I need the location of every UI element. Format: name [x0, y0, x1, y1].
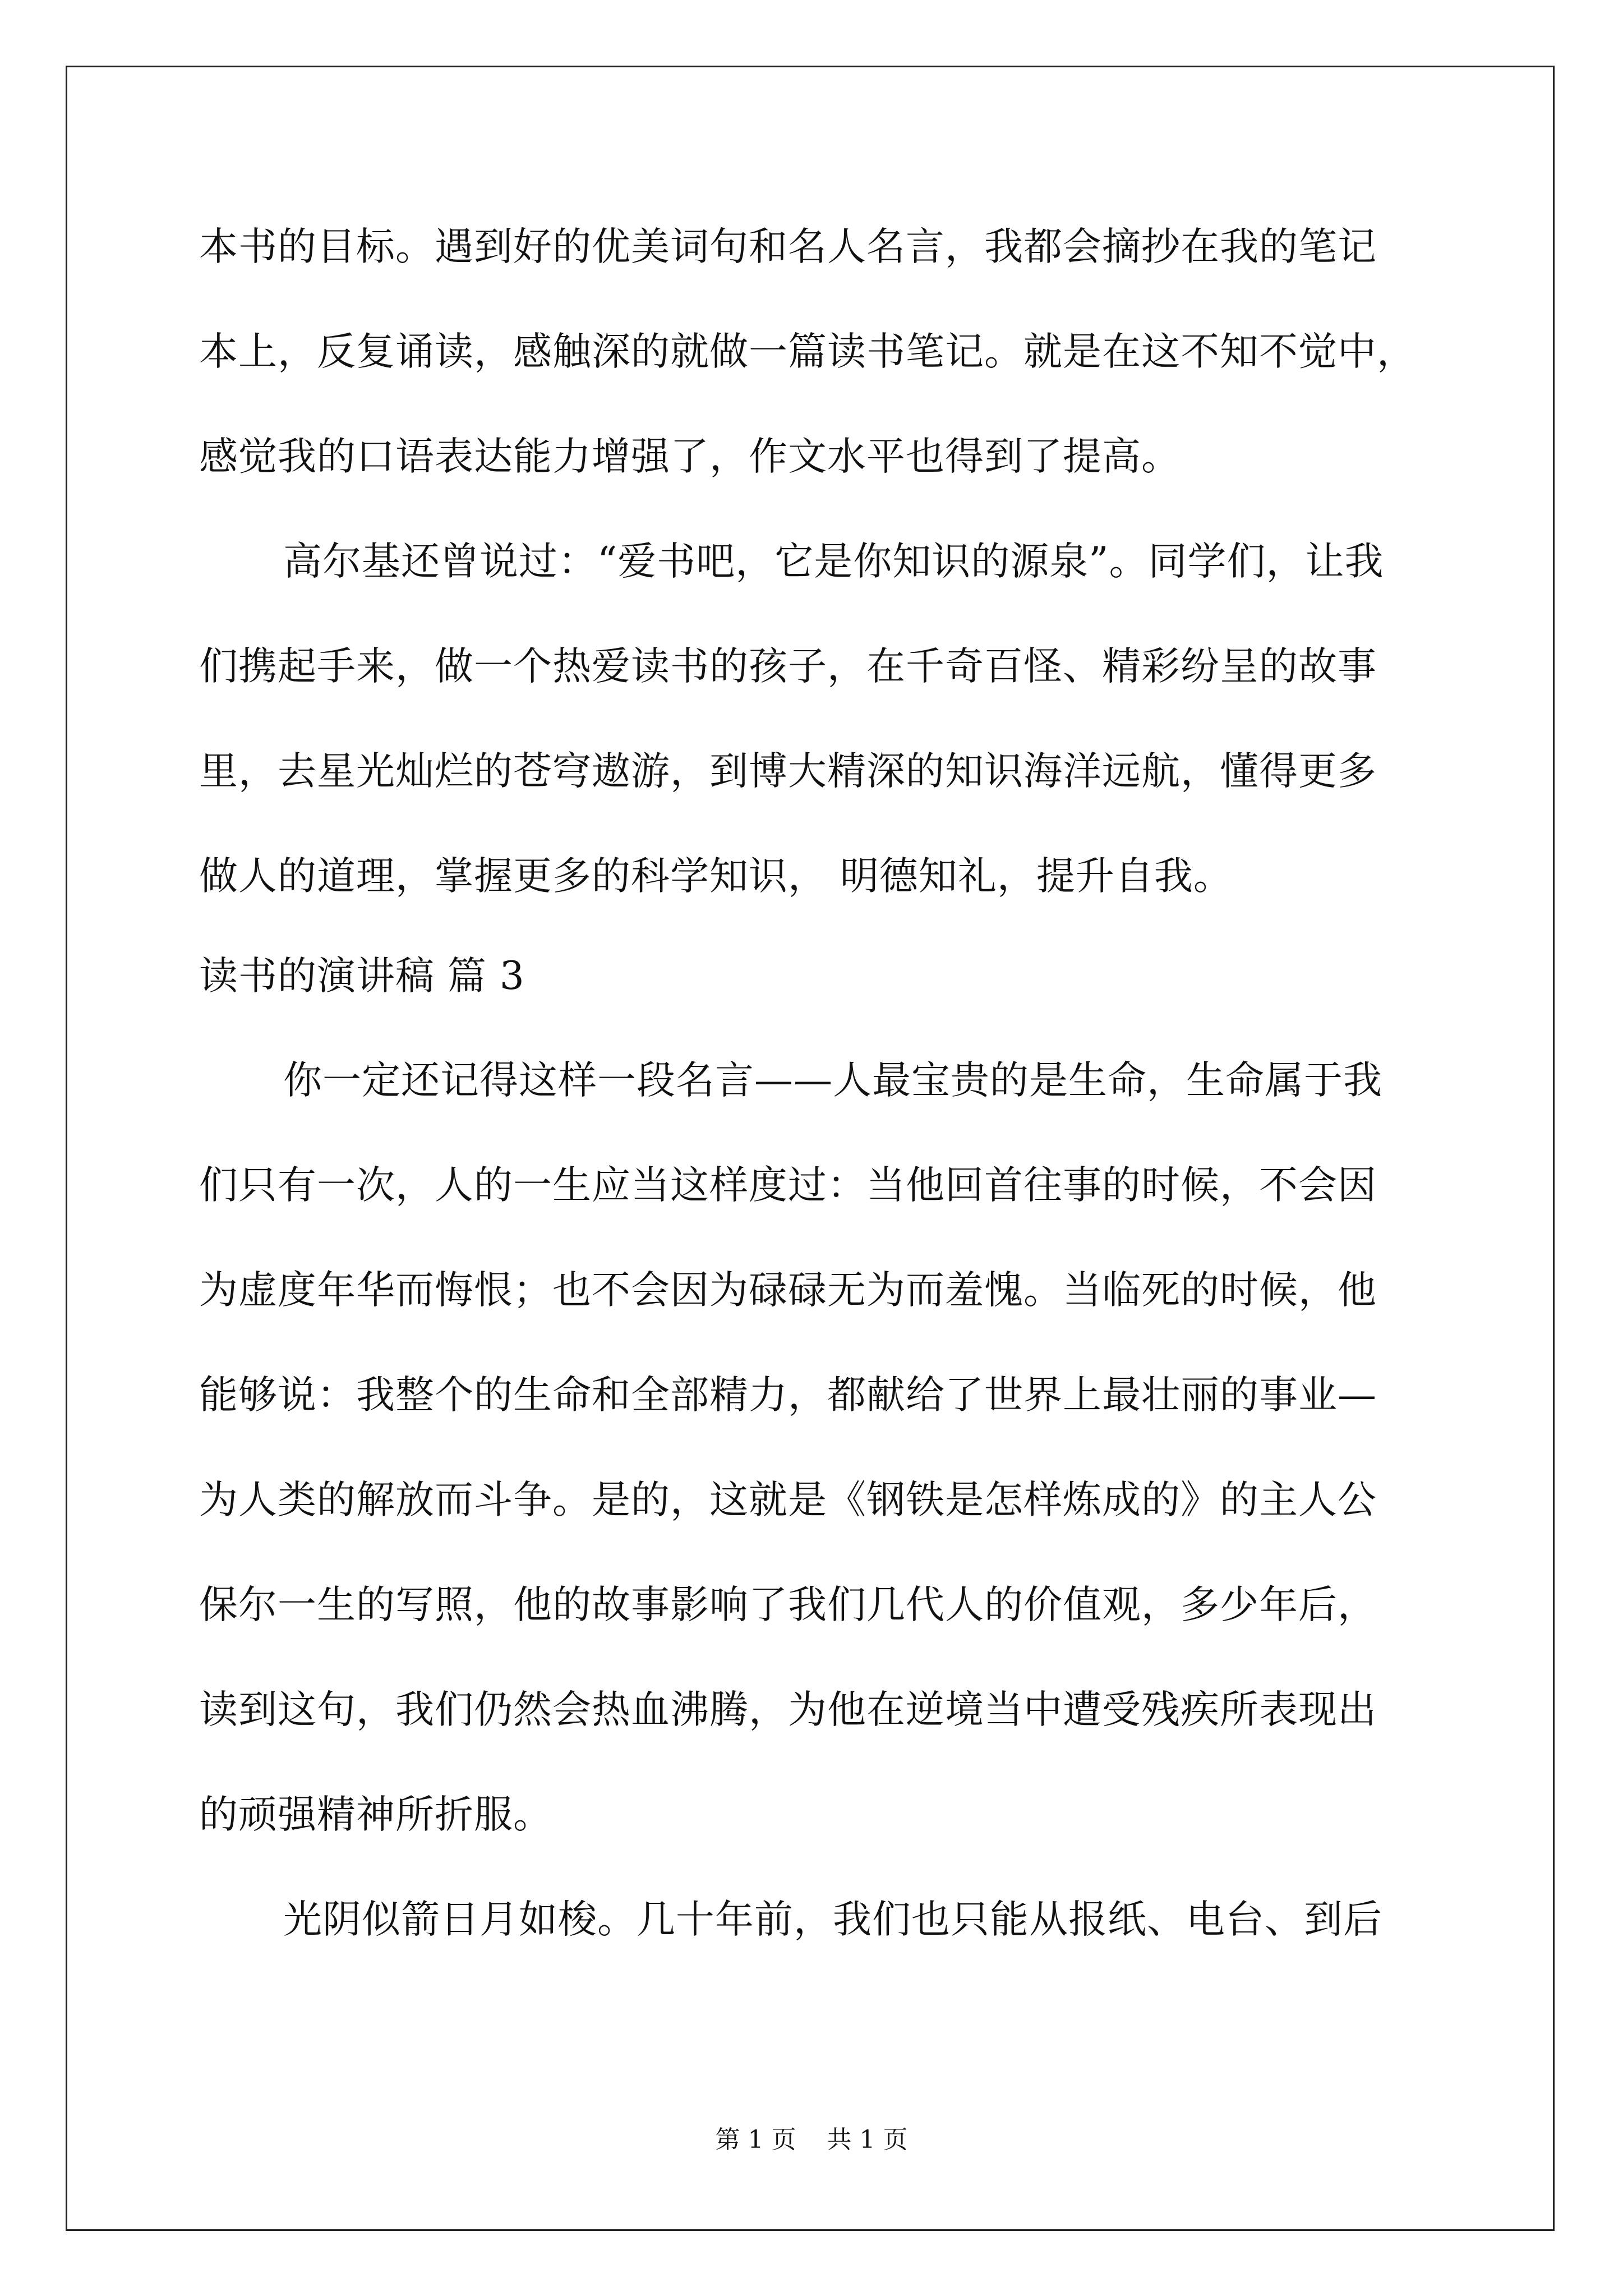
text-line: 感觉我的口语表达能力增强了，作文水平也得到了提高。	[199, 434, 1181, 479]
text-line: 们只有一次，人的一生应当这样度过：当他回首往事的时候，不会因	[199, 1163, 1377, 1208]
text-line: 你一定还记得这样一段名言——人最宝贵的是生命，生命属于我	[283, 1058, 1382, 1103]
text-line: 里，去星光灿烂的苍穹遨游，到博大精深的知识海洋远航，懂得更多	[199, 749, 1377, 794]
text-line: 做人的道理，掌握更多的科学知识， 明德知礼，提升自我。	[199, 854, 1233, 899]
text-line: 为虚度年华而悔恨；也不会因为碌碌无为而羞愧。当临死的时候，他	[199, 1268, 1377, 1313]
text-line: 保尔一生的写照，他的故事影响了我们几代人的价值观，多少年后，	[199, 1582, 1377, 1627]
text-line: 本上，反复诵读，感触深的就做一篇读书笔记。就是在这不知不觉中，	[199, 329, 1416, 374]
text-line: 为人类的解放而斗争。是的，这就是《钢铁是怎样炼成的》的主人公	[199, 1478, 1377, 1522]
page-number: 第 1 页	[715, 2125, 796, 2154]
section-heading: 读书的演讲稿 篇 3	[199, 954, 525, 999]
text-line: 们携起手来，做一个热爱读书的孩子，在千奇百怪、精彩纷呈的故事	[199, 644, 1377, 689]
text-line: 能够说：我整个的生命和全部精力，都献给了世界上最壮丽的事业—	[199, 1373, 1377, 1418]
text-line: 高尔基还曾说过：“爱书吧，它是你知识的源泉”。同学们，让我	[283, 539, 1384, 584]
text-line: 光阴似箭日月如梭。几十年前，我们也只能从报纸、电台、到后	[283, 1897, 1382, 1942]
page-total: 共 1 页	[827, 2125, 908, 2154]
page-footer	[0, 2123, 1623, 2157]
text-line: 读到这句，我们仍然会热血沸腾，为他在逆境当中遭受残疾所表现出	[199, 1687, 1377, 1732]
text-line: 的顽强精神所折服。	[199, 1792, 552, 1837]
text-line: 本书的目标。遇到好的优美词句和名人名言，我都会摘抄在我的笔记	[199, 224, 1377, 269]
